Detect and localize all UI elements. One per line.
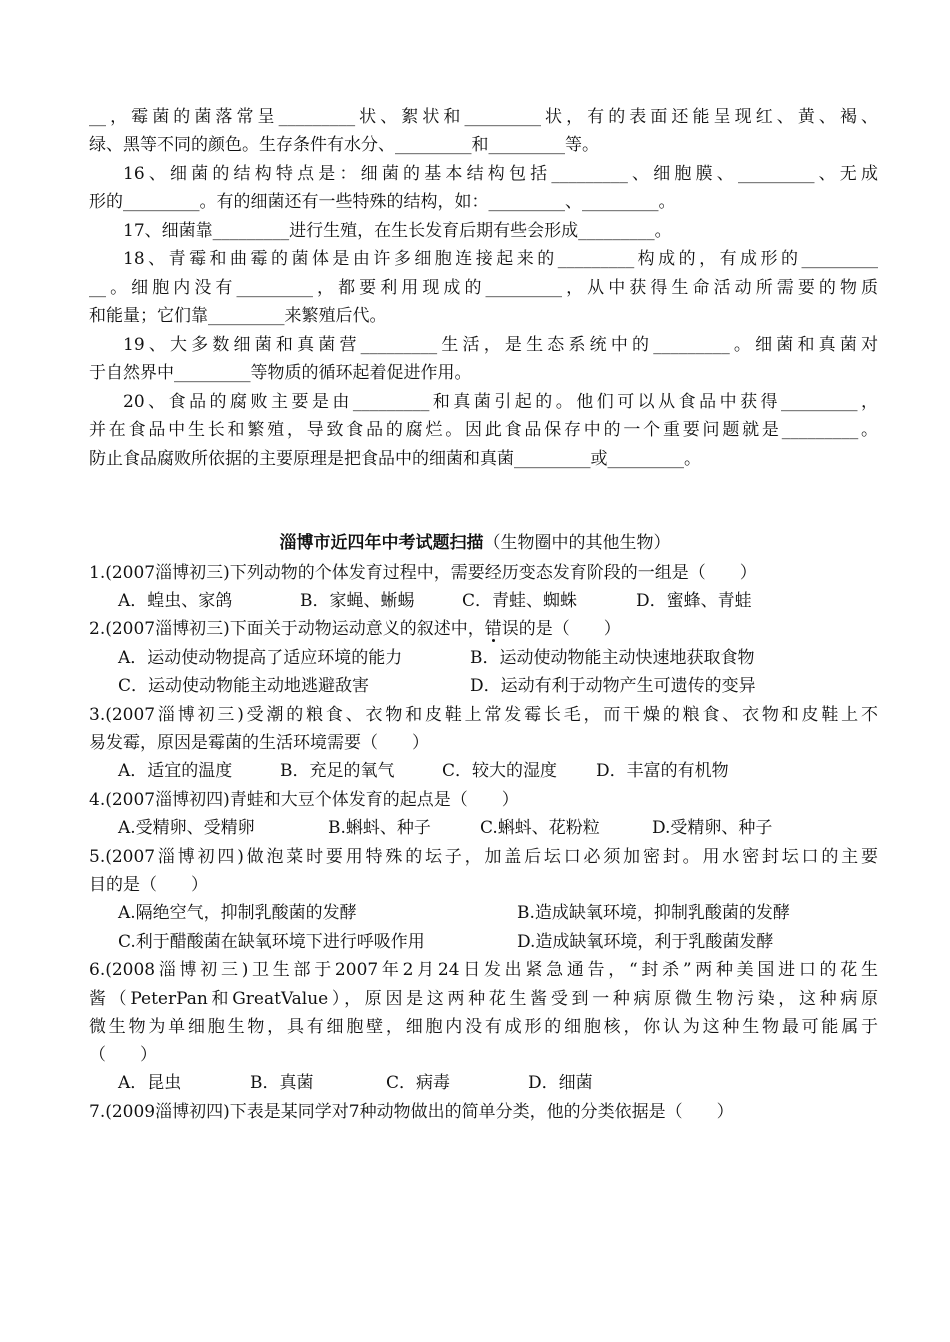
mcq-6-option-c[interactable]: C．病毒 [386, 1073, 451, 1093]
question-20-line-2: 并在食品中生长和繁殖，导致食品的腐烂。因此食品保存中的一个重要问题就是_________。 [89, 420, 878, 440]
blank[interactable]: _________ [464, 107, 541, 127]
mcq-3-option-a[interactable]: A．适宜的温度 [118, 761, 233, 781]
mcq-4-option-c[interactable]: C.蝌蚪、花粉粒 [480, 818, 600, 838]
mcq-1-option-a[interactable]: A．蝗虫、家鸽 [118, 591, 233, 611]
blank[interactable]: _________ [514, 449, 591, 469]
emphasis-char: 错 [484, 619, 502, 639]
blank[interactable]: _________ [352, 392, 430, 412]
mcq-3-stem-line-1: 3.(2007淄博初三)受潮的粮食、衣物和皮鞋上常发霉长毛，而干燥的粮食、衣物和皮鞋上不 [89, 705, 878, 725]
blank[interactable]: _________ [607, 449, 684, 469]
question-16-line-1: 16、细菌的结构特点是：细菌的基本结构包括_________、细胞膜、_________、无成 [123, 164, 878, 184]
mcq-3-stem-line-2: 易发霉，原因是霉菌的生活环境需要（ ） [89, 733, 429, 753]
mcq-6-stem-line-3: 微生物为单细胞生物，具有细胞壁，细胞内没有成形的细胞核，你认为这种生物最可能属于 [89, 1017, 878, 1037]
mcq-3-option-d[interactable]: D．丰富的有机物 [596, 761, 729, 781]
mcq-6-option-b[interactable]: B．真菌 [250, 1073, 314, 1093]
mcq-6-stem-line-2: 酱（PeterPan和GreatValue），原因是这两种花生酱受到一种病原微生物污染，这种病原 [89, 989, 878, 1009]
mcq-5-stem-line-2: 目的是（ ） [89, 875, 208, 895]
blank[interactable]: _________ [801, 249, 878, 269]
mcq-2-option-a[interactable]: A．运动使动物提高了适应环境的能力 [118, 648, 403, 668]
question-20-line-3: 防止食品腐败所依据的主要原理是把食品中的细菌和真菌_________或_________。 [89, 449, 701, 469]
section-title-main: 淄博市近四年中考试题扫描 [279, 533, 484, 553]
mcq-6-stem-line-1: 6.(2008淄博初三)卫生部于2007年2月24日发出紧急通告，“封杀”两种美国进口的花生 [89, 960, 878, 980]
mcq-3-option-b[interactable]: B．充足的氧气 [280, 761, 395, 781]
question-17: 17、细菌靠_________进行生殖，在生长发育后期有些会形成_________。 [123, 221, 672, 241]
blank[interactable]: _________ [488, 192, 565, 212]
blank[interactable]: _________ [781, 420, 859, 440]
question-18-line-1: 18、青霉和曲霉的菌体是由许多细胞连接起来的_________构成的，有成形的_________ [123, 249, 878, 269]
blank[interactable]: _________ [360, 335, 438, 355]
section-title-subtitle: （生物圈中的其他生物） [483, 533, 671, 553]
fill-line-living-conditions: 绿、黑等不同的颜色。生存条件有水分、_________和_________等。 [89, 135, 599, 155]
blank[interactable]: _________ [582, 192, 659, 212]
blank[interactable]: _________ [212, 221, 290, 241]
question-19-line-2: 于自然界中_________等物质的循环起着促进作用。 [89, 363, 472, 383]
blank[interactable]: _________ [557, 249, 635, 269]
mcq-1-stem: 1.(2007淄博初三)下列动物的个体发育过程中，需要经历变态发育阶段的一组是（ ） [89, 563, 757, 583]
fill-line-mold-colony: __，霉菌的菌落常呈_________状、絮状和_________状，有的表面还能呈现红、黄、褐、 [89, 107, 878, 127]
section-title [0, 528, 950, 558]
question-18-line-3: 和能量；它们靠_________来繁殖后代。 [89, 306, 387, 326]
blank[interactable]: _________ [781, 392, 858, 412]
blank[interactable]: _________ [278, 107, 356, 127]
blank[interactable]: _________ [174, 363, 251, 383]
question-18-line-2: __。细胞内没有_________，都要利用现成的_________，从中获得生命活动所需要的物质 [89, 278, 878, 298]
mcq-6-stem-line-4: （ ） [89, 1045, 157, 1065]
blank[interactable]: _________ [488, 135, 565, 155]
mcq-4-option-d[interactable]: D.受精卵、种子 [652, 818, 773, 838]
blank[interactable]: _________ [236, 278, 313, 298]
blank[interactable]: _________ [578, 221, 655, 241]
blank[interactable]: _________ [485, 278, 563, 298]
mcq-5-option-a[interactable]: A.隔绝空气，抑制乳酸菌的发酵 [118, 903, 357, 923]
mcq-5-option-c[interactable]: C.利于醋酸菌在缺氧环境下进行呼吸作用 [118, 932, 425, 952]
mcq-6-option-a[interactable]: A．昆虫 [118, 1073, 182, 1093]
mcq-1-option-b[interactable]: B．家蝇、蜥蜴 [300, 591, 415, 611]
question-20-line-1: 20、食品的腐败主要是由_________和真菌引起的。他们可以从食品中获得_________， [123, 392, 878, 412]
mcq-5-option-d[interactable]: D.造成缺氧环境，利于乳酸菌发酵 [517, 932, 774, 952]
mcq-5-option-b[interactable]: B.造成缺氧环境，抑制乳酸菌的发酵 [517, 903, 790, 923]
blank[interactable]: _________ [653, 335, 730, 355]
blank[interactable]: _________ [208, 306, 285, 326]
mcq-1-option-d[interactable]: D．蜜蜂、青蛙 [636, 591, 752, 611]
mcq-2-option-d[interactable]: D．运动有利于动物产生可遗传的变异 [470, 676, 756, 696]
mcq-4-option-b[interactable]: B.蝌蚪、种子 [328, 818, 431, 838]
mcq-6-option-d[interactable]: D．细菌 [528, 1073, 593, 1093]
blank[interactable]: _________ [395, 135, 472, 155]
mcq-1-option-c[interactable]: C．青蛙、蜘蛛 [462, 591, 578, 611]
mcq-2-option-c[interactable]: C．运动使动物能主动地逃避敌害 [118, 676, 370, 696]
mcq-4-option-a[interactable]: A.受精卵、受精卵 [118, 818, 255, 838]
mcq-4-stem: 4.(2007淄博初四)青蛙和大豆个体发育的起点是（ ） [89, 790, 519, 810]
question-19-line-1: 19、大多数细菌和真菌营_________生活，是生态系统中的_________。细菌和真菌对 [123, 335, 878, 355]
mcq-2-option-b[interactable]: B．运动使动物能主动快速地获取食物 [470, 648, 755, 668]
mcq-7-stem: 7.(2009淄博初四)下表是某同学对7种动物做出的简单分类，他的分类依据是（ ） [89, 1102, 734, 1122]
question-16-line-2: 形的_________。有的细菌还有一些特殊的结构，如：_________、_________。 [89, 192, 676, 212]
blank[interactable]: _________ [551, 164, 628, 184]
mcq-2-stem: 2.(2007淄博初三)下面关于动物运动意义的叙述中，错误的是（ ） [89, 619, 621, 639]
blank[interactable]: _________ [123, 192, 200, 212]
blank[interactable]: _________ [737, 164, 815, 184]
mcq-5-stem-line-1: 5.(2007淄博初四)做泡菜时要用特殊的坛子，加盖后坛口必须加密封。用水密封坛口的主要 [89, 847, 878, 867]
mcq-3-option-c[interactable]: C．较大的湿度 [442, 761, 558, 781]
